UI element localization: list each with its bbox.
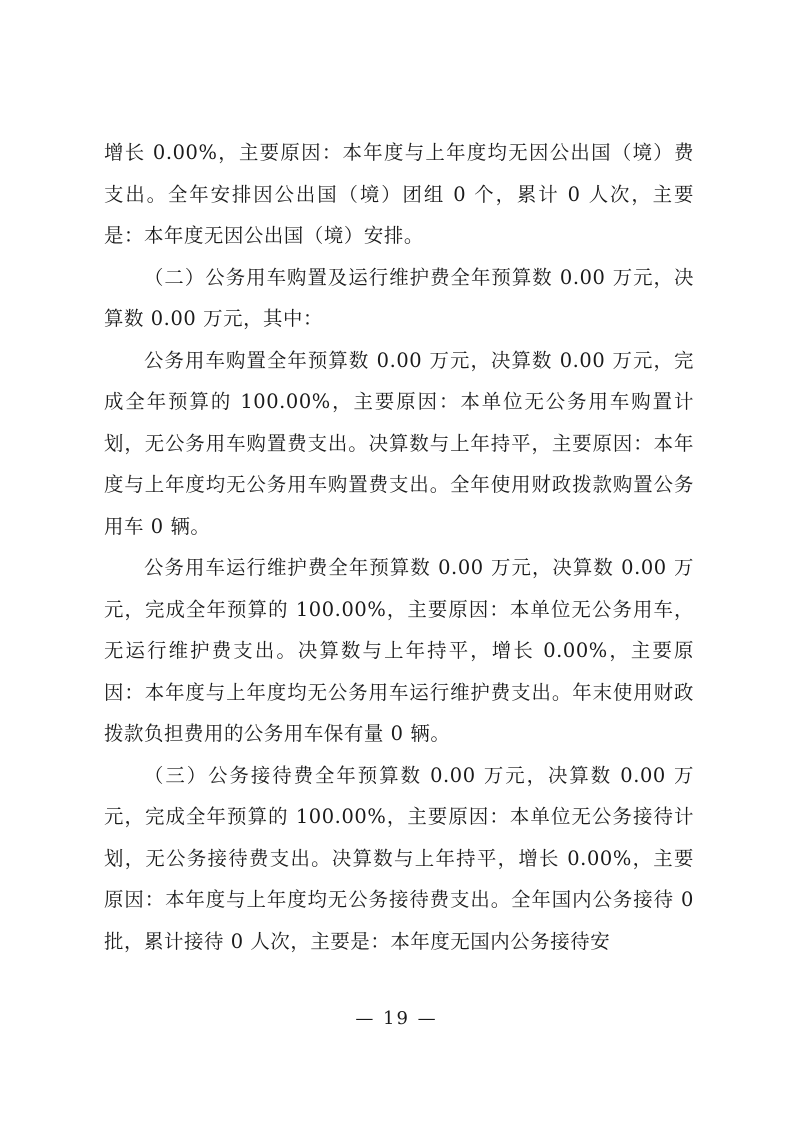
paragraph-vehicle-purchase: 公务用车购置全年预算数 0.00 万元，决算数 0.00 万元，完成全年预算的 100.00%，主要原因：本单位无公务用车购置计划，无公务用车购置费支出。决算数与上年持平，主要原因：本年度与上年度均无公务用车购置费支出。全年使用财政拨款购置公务用车 0 辆。 (104, 348, 694, 538)
page-number: — 19 — (355, 1008, 438, 1029)
paragraph-continuation: 增长 0.00%，主要原因：本年度与上年度均无因公出国（境）费支出。全年安排因公出国（境）团组 0 个，累计 0 人次，主要是：本年度无因公出国（境）安排。 (104, 141, 694, 247)
paragraph-section-two: （二）公务用车购置及运行维护费全年预算数 0.00 万元，决算数 0.00 万元，其中： (104, 265, 694, 330)
paragraph-section-three: （三）公务接待费全年预算数 0.00 万元，决算数 0.00 万元，完成全年预算的 100.00%，主要原因：本单位无公务接待计划，无公务接待费支出。决算数与上年持平，增长 0.00%，主要原因：本年度与上年度均无公务接待费支出。全年国内公务接待 0 批，累计接待 0 人次，主要是：本年度无国内公务接待安 (104, 763, 694, 953)
paragraph-vehicle-maintenance: 公务用车运行维护费全年预算数 0.00 万元，决算数 0.00 万元，完成全年预算的 100.00%，主要原因：本单位无公务用车，无运行维护费支出。决算数与上年持平，增长 0.00%，主要原因：本年度与上年度均无公务用车运行维护费支出。年末使用财政拨款负担费用的公务用车保有量 0 辆。 (104, 556, 694, 745)
document-body (104, 132, 694, 962)
